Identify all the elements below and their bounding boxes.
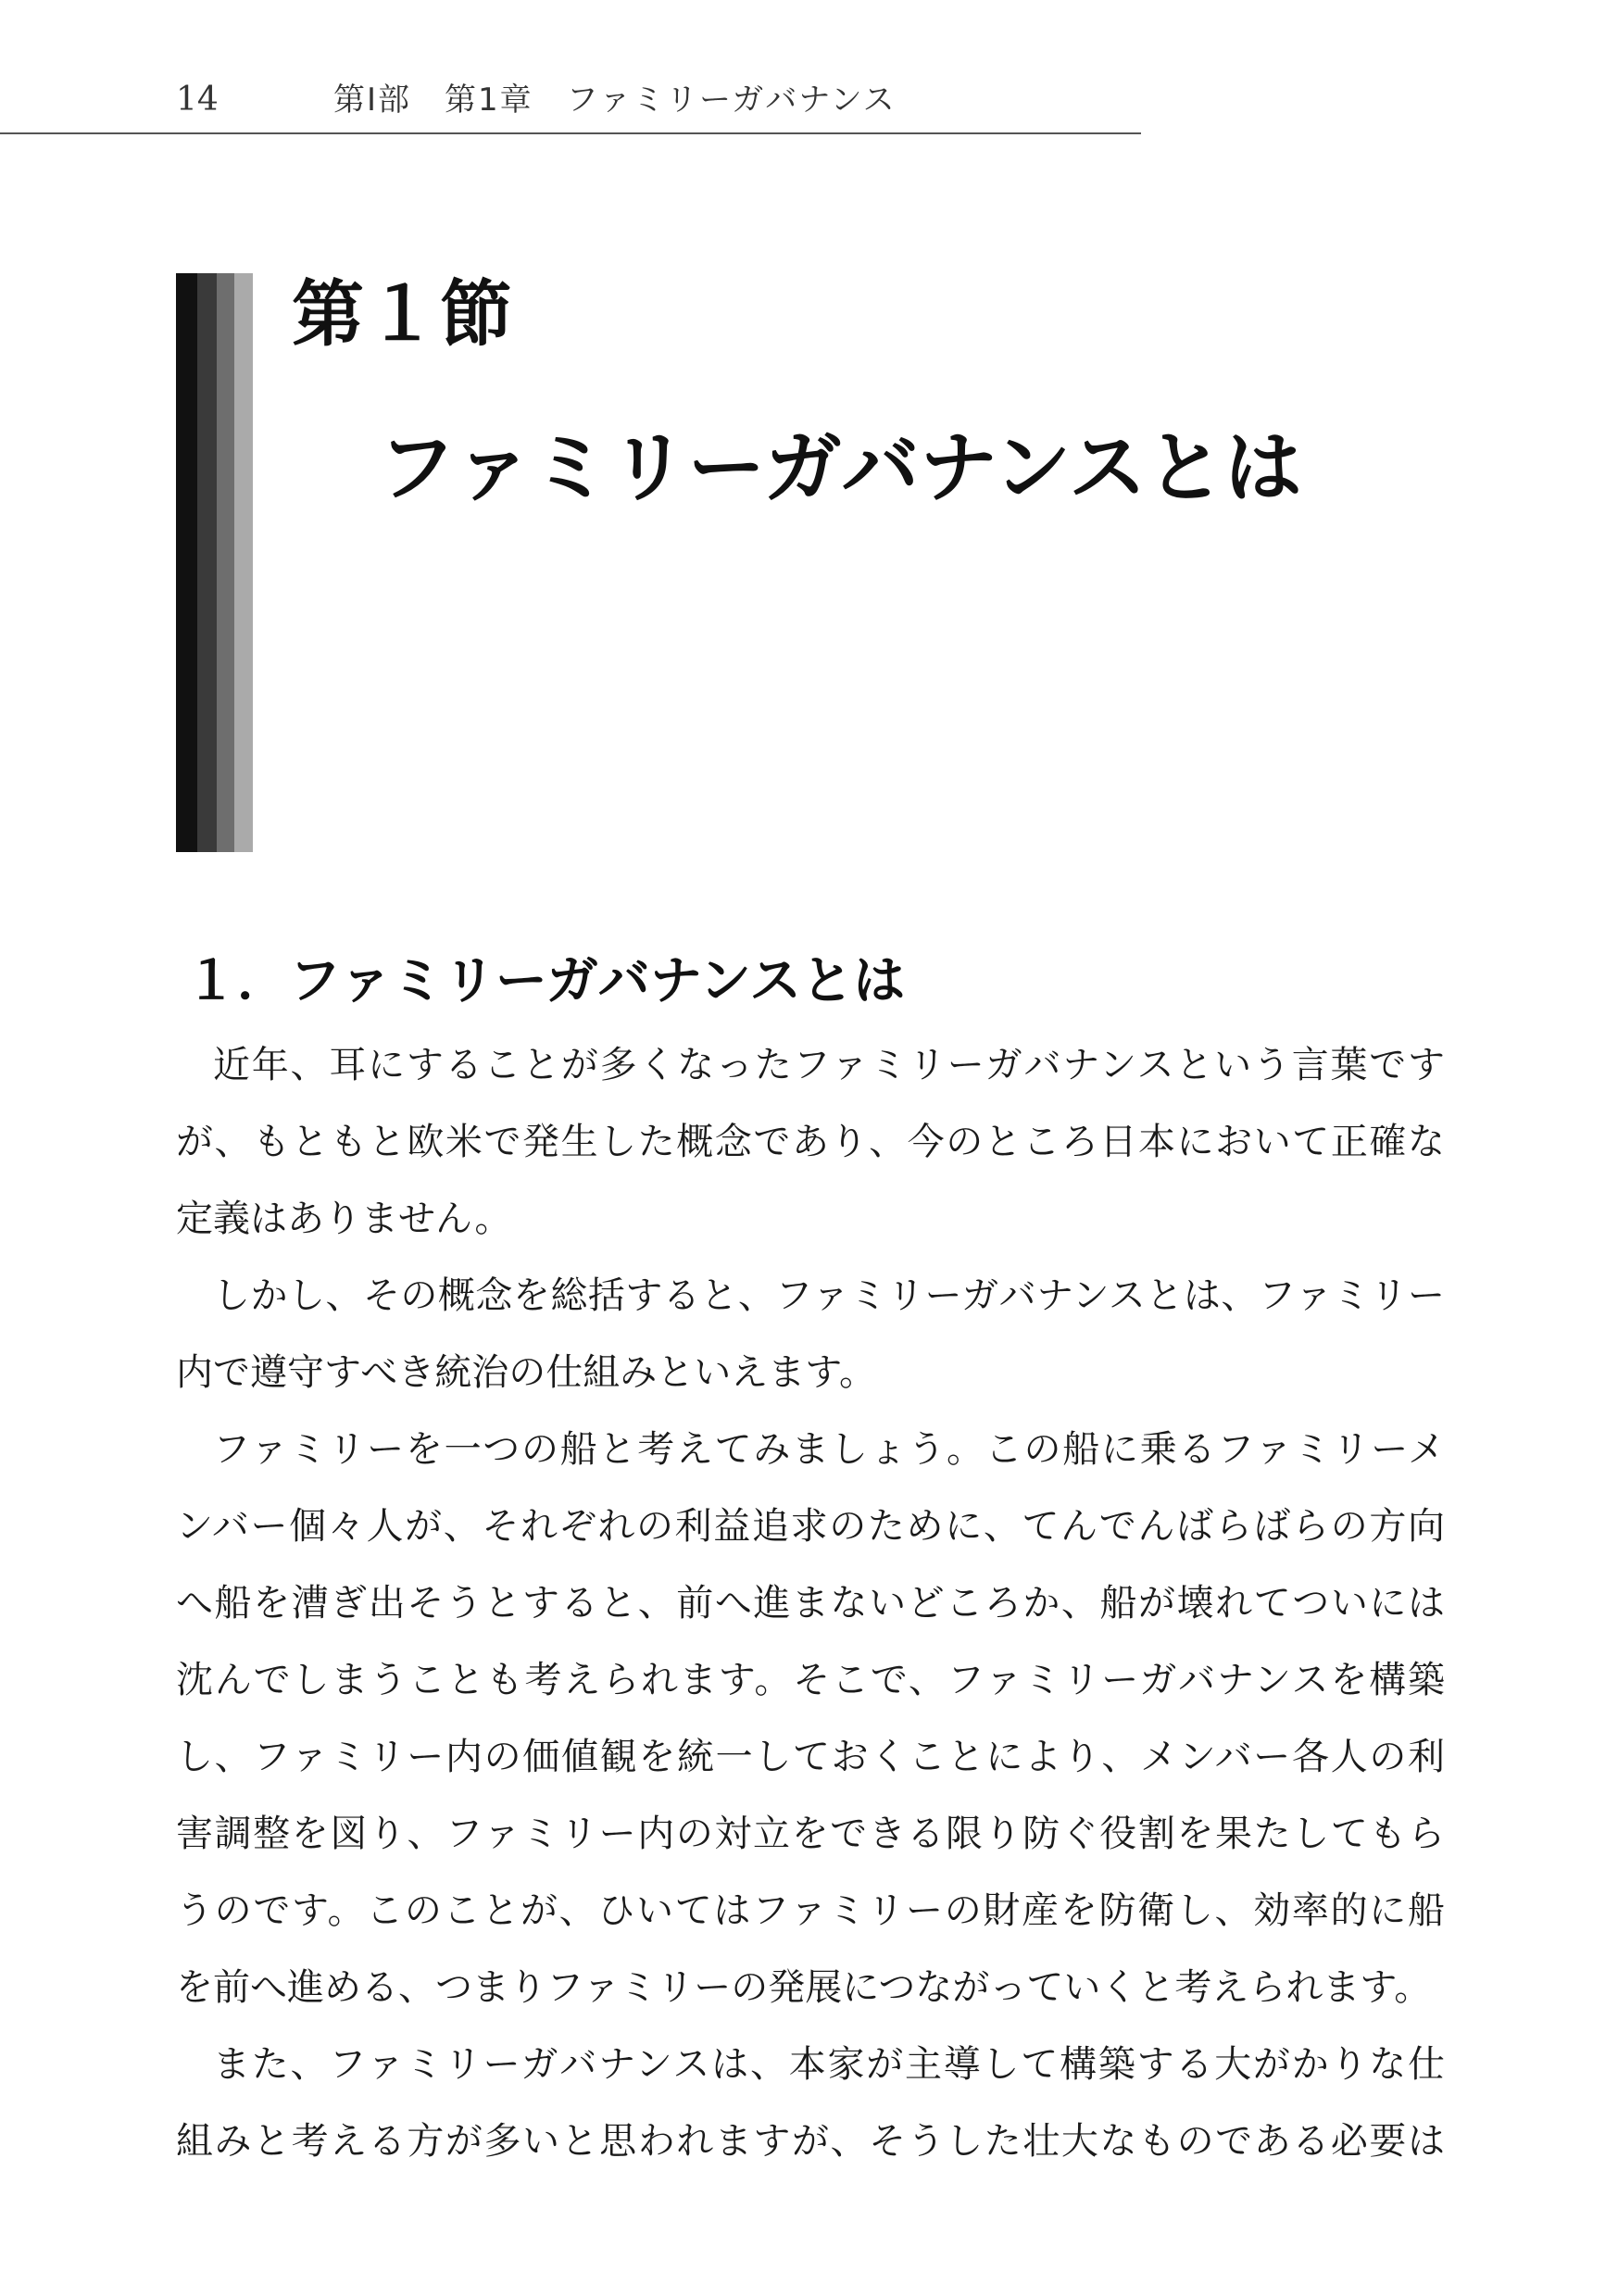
bar-stripe-1 [176,273,197,852]
body-line: しかし、その概念を総括すると、ファミリーガバナンスとは、ファミリー [213,1274,1445,1317]
bar-stripe-4 [234,273,253,852]
running-title: 第Ⅰ部 第1章 ファミリーガバナンス [333,82,897,119]
body-line: 近年、耳にすることが多くなったファミリーガバナンスという言葉です [213,1044,1445,1086]
body-line: へ船を漕ぎ出そうとすると、前へ進まないどころか、船が壊れてついには [176,1582,1445,1625]
page-number: 14 [176,81,219,119]
running-header [0,0,1141,134]
body-line: 組みと考える方が多いと思われますが、そうした壮大なものである必要は [176,2120,1445,2163]
body-line: ンバー個々人が、それぞれの利益追求のために、てんでんばらばらの方向 [176,1505,1445,1548]
body-line: また、ファミリーガバナンスは、本家が主導して構築する大がかりな仕 [213,2043,1445,2086]
subsection-heading: １．ファミリーガバナンスとは [185,951,906,1011]
body-line: し、ファミリー内の価値観を統一しておくことにより、メンバー各人の利 [176,1736,1445,1778]
body-line: 沈んでしまうことも考えられます。そこで、ファミリーガバナンスを構築 [176,1659,1445,1701]
body-line: 定義はありません。 [176,1198,512,1240]
body-line: 内で遵守すべき統治の仕組みといえます。 [176,1351,876,1394]
body-line: が、もともと欧米で発生した概念であり、今のところ日本において正確な [176,1121,1445,1163]
body-line: 害調整を図り、ファミリー内の対立をできる限り防ぐ役割を果たしてもら [176,1813,1445,1855]
body-line: を前へ進める、つまりファミリーの発展につながっていくと考えられます。 [176,1966,1432,2009]
body-line: うのです。このことが、ひいてはファミリーの財産を防衛し、効率的に船 [176,1889,1445,1932]
section-title: ファミリーガバナンスとは [378,422,1302,513]
bar-stripe-3 [217,273,234,852]
section-label: 第１節 [292,273,515,357]
bar-stripe-2 [197,273,217,852]
body-text [176,1027,1445,2180]
body-line: ファミリーを一つの船と考えてみましょう。この船に乗るファミリーメ [213,1428,1445,1471]
section-decorative-bar [176,273,253,852]
